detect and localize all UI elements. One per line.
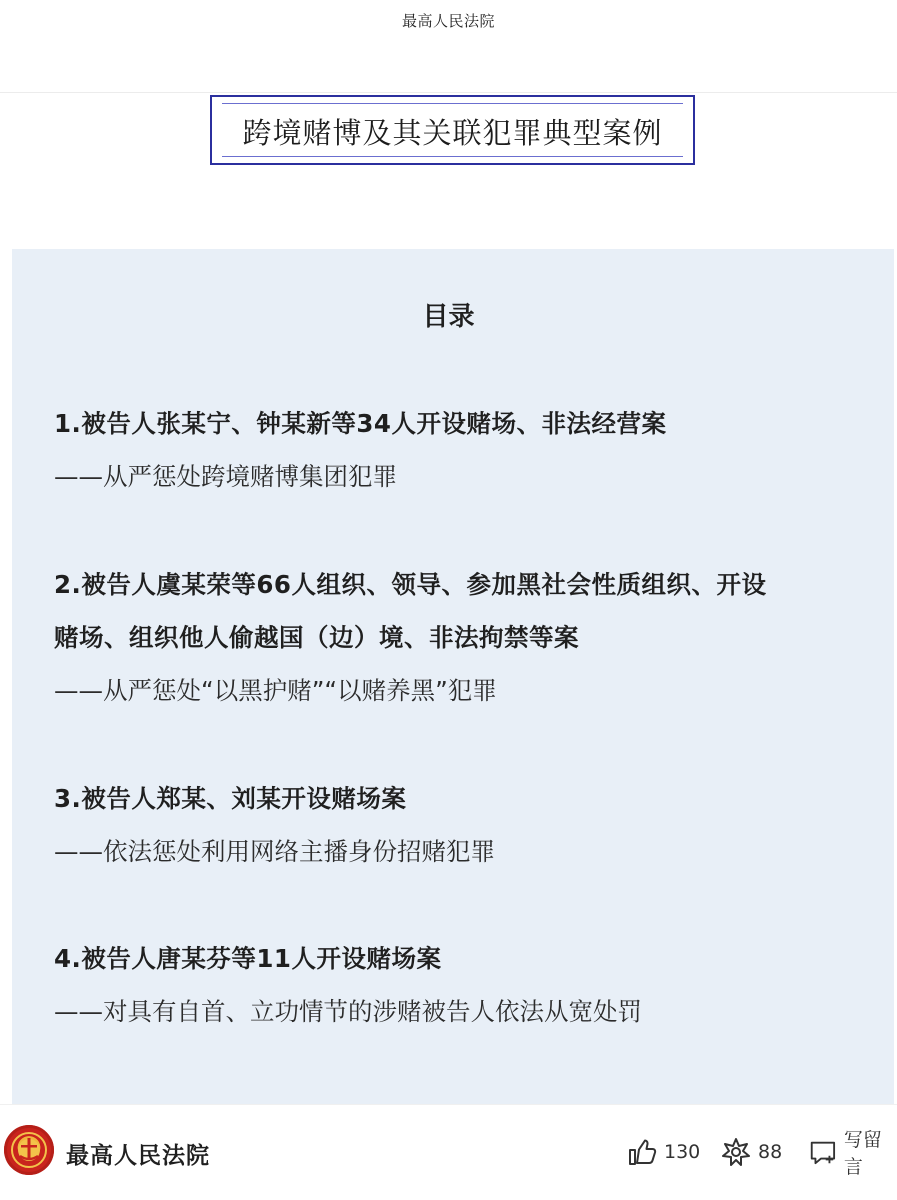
toc-item-3-title[interactable]: 3.被告人郑某、刘某开设赌场案 xyxy=(54,784,407,813)
share-icon xyxy=(720,1136,752,1168)
toc-item-2-title-line2[interactable]: 赌场、组织他人偷越国（边）境、非法拘禁等案 xyxy=(54,623,579,652)
bottom-action-bar xyxy=(0,1104,897,1200)
title-bottom-rule xyxy=(222,156,683,157)
comment-button[interactable] xyxy=(808,1129,897,1178)
emblem-icon xyxy=(4,1125,54,1175)
comment-icon xyxy=(808,1136,838,1168)
toc-item-2-title-line1[interactable]: 2.被告人虞某荣等66人组织、领导、参加黑社会性质组织、开设 xyxy=(54,570,767,599)
court-emblem-avatar[interactable] xyxy=(4,1125,54,1175)
toc-item-1-title[interactable]: 1.被告人张某宁、钟某新等34人开设赌场、非法经营案 xyxy=(54,409,667,438)
toc-item-2-subtitle: ——从严惩处“以黑护赌”“以赌养黑”犯罪 xyxy=(54,676,497,705)
account-title: 最高人民法院 xyxy=(401,12,495,30)
toc-heading: 目录 xyxy=(422,302,475,332)
top-bar xyxy=(0,0,897,93)
toc-item-3-subtitle: ——依法惩处利用网络主播身份招赌犯罪 xyxy=(54,837,495,866)
toc-item-1-subtitle: ——从严惩处跨境赌博集团犯罪 xyxy=(54,462,397,491)
like-button[interactable] xyxy=(626,1135,700,1169)
title-top-rule xyxy=(222,103,683,104)
comment-label: 写留言 xyxy=(843,1129,882,1178)
thumbs-up-icon xyxy=(626,1136,658,1168)
toc-item-4-title[interactable]: 4.被告人唐某芬等11人开设赌场案 xyxy=(54,944,442,973)
article-title: 跨境赌博及其关联犯罪典型案例 xyxy=(242,116,663,150)
footer-account-name[interactable]: 最高人民法院 xyxy=(66,1143,210,1169)
toc-item-4-subtitle: ——对具有自首、立功情节的涉赌被告人依法从宽处罚 xyxy=(54,997,642,1026)
like-count: 130 xyxy=(664,1141,701,1163)
article-title-box xyxy=(210,95,695,165)
share-button[interactable] xyxy=(720,1135,782,1169)
share-count: 88 xyxy=(758,1141,783,1163)
